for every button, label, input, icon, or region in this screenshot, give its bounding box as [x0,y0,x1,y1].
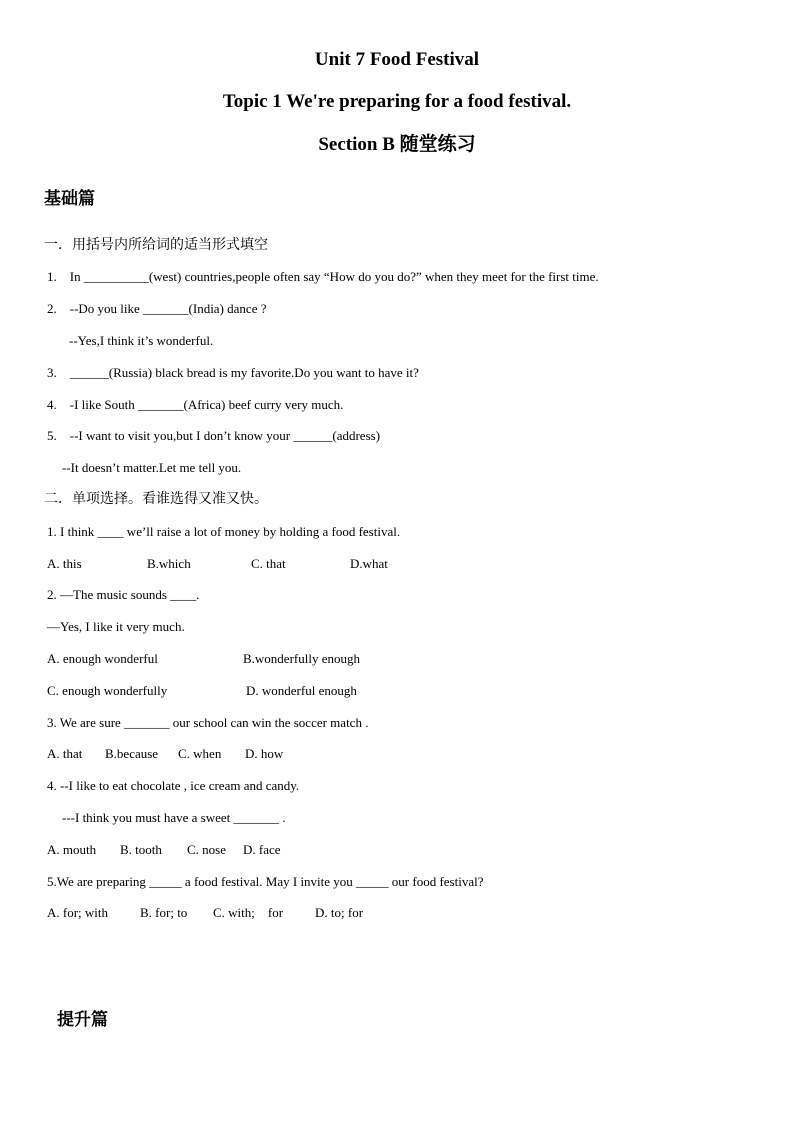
option-c: C. with; for [213,905,284,920]
option-c: C. enough wonderfully [47,683,168,698]
option-a: A. this [47,556,82,571]
option-d: D. wonderful enough [246,683,357,698]
fill-item-4: 4. -I like South _______(Africa) beef curry very much. [47,397,344,412]
option-b: B. tooth [120,842,162,857]
mc-q1-stem: 1. I think ____ we’ll raise a lot of money by holding a food festival. [47,524,401,539]
option-c: C. that [251,556,286,571]
part2-heading: 二．单项选择。看谁选得又准又快。 [44,491,268,507]
fill-item-3: 3. ______(Russia) black bread is my favorite.Do you want to have it? [47,365,419,380]
mc-q4-reply: ---I think you must have a sweet _______ . [62,810,286,825]
fill-item-2: 2. --Do you like _______(India) dance ? [47,301,267,316]
option-b: B. for; to [140,905,188,920]
section-title: Section B 随堂练习 [318,134,476,155]
option-d: D. how [245,746,284,761]
fill-item-5-reply: --It doesn’t matter.Let me tell you. [62,460,242,475]
fill-item-5: 5. --I want to visit you,but I don’t know your ______(address) [47,428,381,443]
option-b: B.because [105,746,159,761]
option-a: A. enough wonderful [47,651,158,666]
option-c: C. nose [187,842,226,857]
option-d: D. to; for [315,905,364,920]
option-a: A. mouth [47,842,97,857]
option-b: B.wonderfully enough [243,651,360,666]
mc-q3-stem: 3. We are sure _______ our school can win the soccer match . [47,715,369,730]
part1-heading: 一．用括号内所给词的适当形式填空 [44,237,268,253]
option-d: D. face [243,842,281,857]
mc-q4-stem: 4. --I like to eat chocolate , ice cream and candy. [47,778,300,793]
fill-item-2-reply: --Yes,I think it’s wonderful. [69,333,214,348]
advanced-heading: 提升篇 [57,1010,108,1030]
mc-q2-stem: 2. —The music sounds ____. [47,587,200,602]
option-d: D.what [350,556,388,571]
mc-q2-reply: —Yes, I like it very much. [47,619,185,634]
topic-title: Topic 1 We're preparing for a food festival. [222,91,572,112]
mc-q5-stem: 5.We are preparing _____ a food festival. May I invite you _____ our food festival? [47,874,484,889]
fill-item-1: 1. In __________(west) countries,people often say “How do you do?” when they meet for the first time. [47,269,599,284]
option-a: A. for; with [47,905,109,920]
option-a: A. that [47,746,83,761]
option-b: B.which [147,556,191,571]
unit-title: Unit 7 Food Festival [314,49,480,70]
basic-heading: 基础篇 [44,189,95,209]
option-c: C. when [178,746,222,761]
